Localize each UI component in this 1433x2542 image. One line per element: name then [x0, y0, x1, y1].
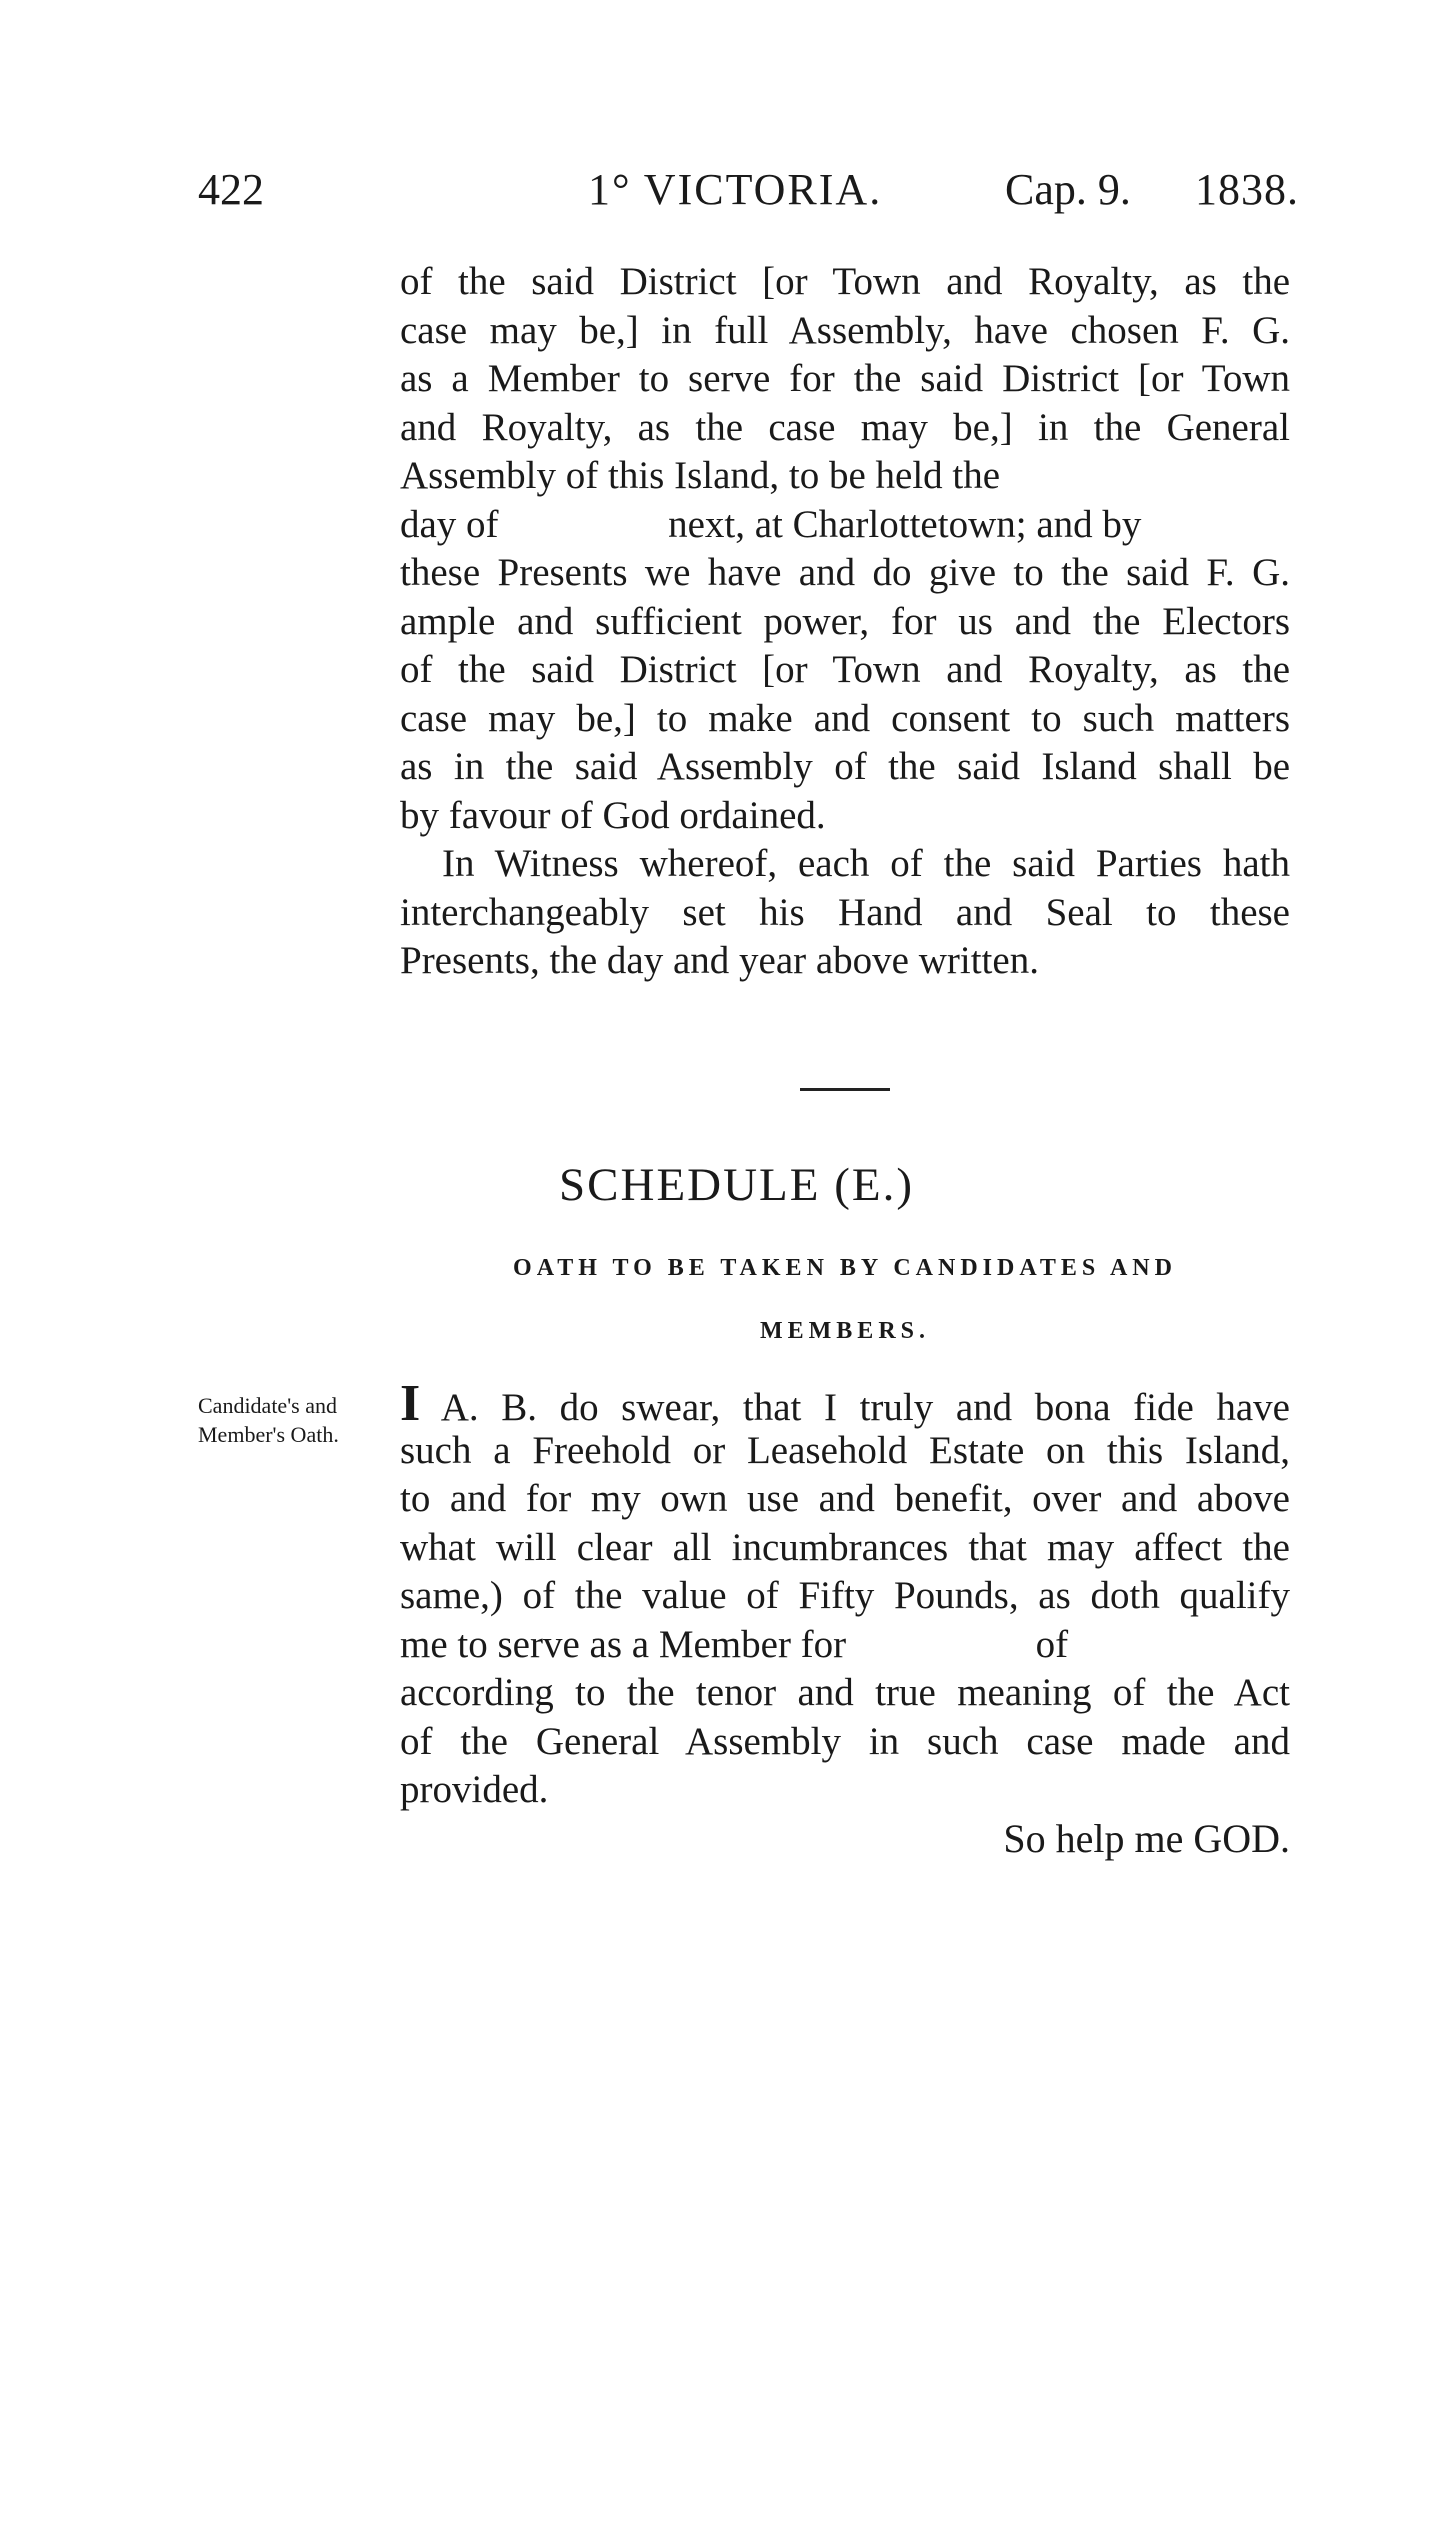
form-text-block [400, 258, 1290, 986]
text-line: In Witness whereof, each of the said Parties hath [442, 842, 1290, 885]
margin-note [198, 1391, 339, 1449]
text-fragment: me to serve as a Member for [400, 1622, 847, 1666]
text-line: Assembly of this Island, to be held the [400, 454, 1001, 497]
text-line: case may be,] to make and consent to such matters [400, 696, 1290, 740]
text-line [400, 501, 1290, 550]
text-line: by favour of God ordained. [400, 793, 826, 837]
section-divider [800, 1088, 890, 1091]
text-line: and Royalty, as the case may be,] in the General [400, 405, 1290, 449]
text-fragment: A. B. do swear, that I truly and bona fide have [440, 1386, 1290, 1429]
schedule-title: SCHEDULE (E.) [559, 1159, 914, 1211]
regnal-year: 1° VICTORIA. [588, 165, 883, 214]
schedule-subtitle: OATH TO BE TAKEN BY CANDIDATES AND [513, 1255, 1177, 1281]
text-line [400, 1621, 1290, 1670]
schedule-subtitle: MEMBERS. [759, 1318, 930, 1344]
text-line: same,) of the value of Fifty Pounds, as doth qualify [400, 1574, 1290, 1617]
year: 1838. [1195, 165, 1299, 214]
text-fragment: next, at Charlottetown; and by [668, 502, 1142, 546]
text-line: as in the said Assembly of the said Island shall be [400, 745, 1290, 788]
text-line: of the said District [or Town and Royalty, as the [400, 648, 1290, 691]
text-line: to and for my own use and benefit, over and above [400, 1477, 1290, 1520]
page-number: 422 [198, 165, 264, 214]
chapter-number: Cap. 9. [1005, 165, 1131, 214]
text-line: Presents, the day and year above written. [400, 939, 1039, 982]
text-line: such a Freehold or Leasehold Estate on this Island, [400, 1428, 1290, 1472]
text-line [400, 1375, 1290, 1432]
text-line: interchangeably set his Hand and Seal to these [400, 890, 1290, 934]
margin-note-line: Member's Oath. [198, 1422, 339, 1447]
text-line: of the said District [or Town and Royalty, as the [400, 260, 1290, 303]
text-line: of the General Assembly in such case made and [400, 1719, 1290, 1763]
oath-closing: So help me GOD. [1003, 1815, 1290, 1861]
text-line: as a Member to serve for the said District [or Town [400, 357, 1290, 400]
text-fragment: day of [400, 502, 499, 546]
text-line: according to the tenor and true meaning of the Act [400, 1671, 1290, 1714]
text-line: ample and sufficient power, for us and the Electors [400, 599, 1290, 643]
text-line: what will clear all incumbrances that may affect the [400, 1525, 1290, 1569]
drop-cap: I [400, 1375, 421, 1432]
text-line: these Presents we have and do give to the said F. G. [400, 551, 1290, 594]
oath-text-block [400, 1375, 1290, 1863]
text-line: provided. [400, 1768, 549, 1811]
margin-note-line: Candidate's and [198, 1393, 337, 1418]
text-line: case may be,] in full Assembly, have chosen F. G. [400, 308, 1290, 352]
text-fragment: of [1035, 1622, 1069, 1666]
